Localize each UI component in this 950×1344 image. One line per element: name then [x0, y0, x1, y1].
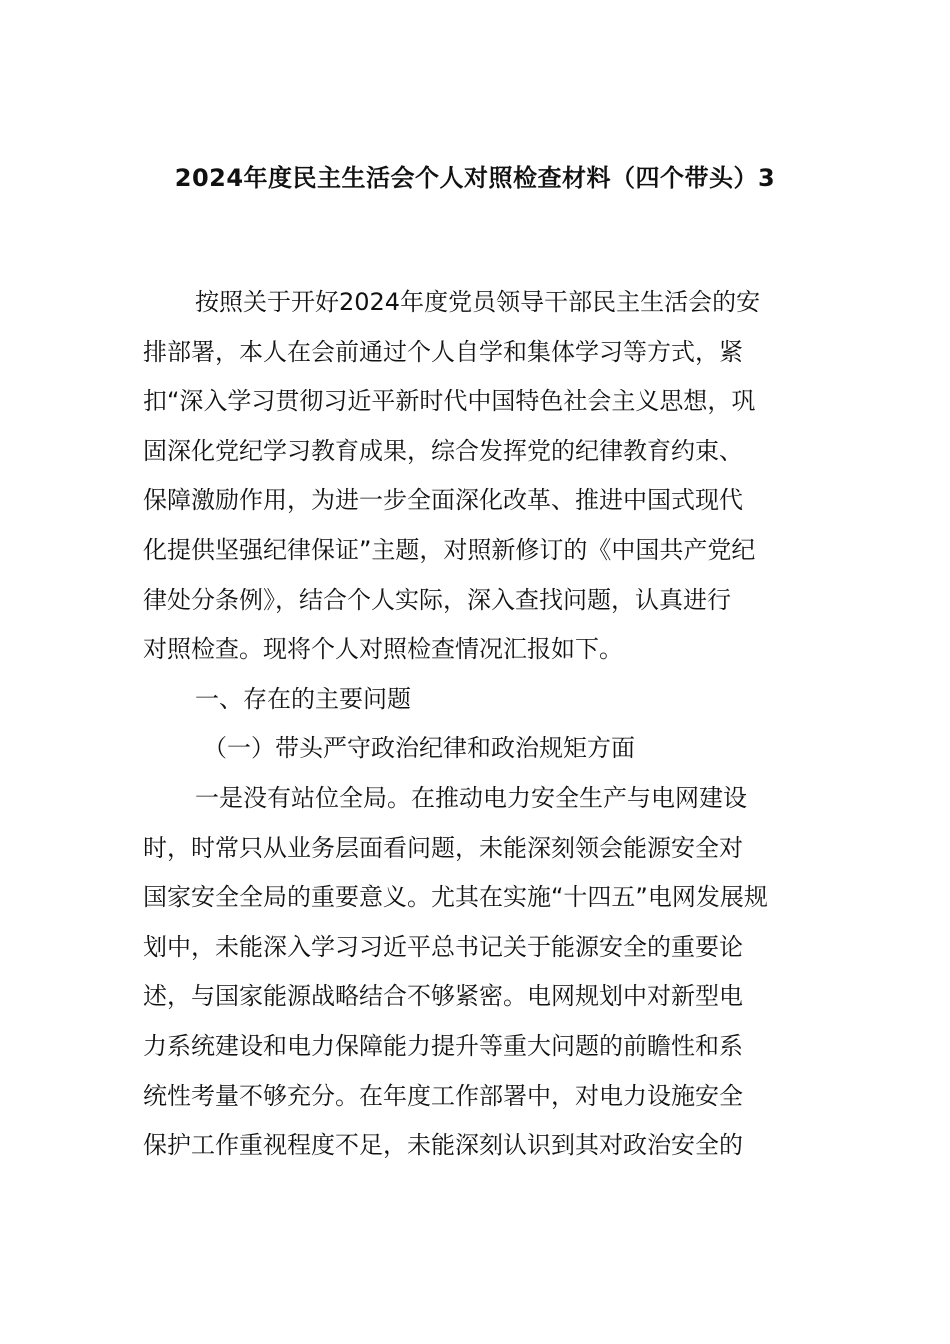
paragraph-line: 划中，未能深入学习习近平总书记关于能源安全的重要论	[143, 932, 743, 961]
subsection-heading: （一）带头严守政治纪律和政治规矩方面	[203, 734, 635, 763]
paragraph-line: 排部署，本人在会前通过个人自学和集体学习等方式，紧	[143, 337, 743, 366]
paragraph-line: 保护工作重视程度不足，未能深刻认识到其对政治安全的	[143, 1131, 743, 1160]
document-title: 2024年度民主生活会个人对照检查材料（四个带头）3	[174, 164, 776, 192]
section-heading: 一、存在的主要问题	[195, 684, 411, 713]
paragraph-line: 对照检查。现将个人对照检查情况汇报如下。	[143, 635, 623, 664]
paragraph-line: 国家安全全局的重要意义。尤其在实施“十四五”电网发展规	[143, 883, 768, 912]
document-body	[143, 278, 808, 1171]
paragraph-line: 扣“深入学习贯彻习近平新时代中国特色社会主义思想，巩	[143, 387, 756, 416]
paragraph-line: 统性考量不够充分。在年度工作部署中，对电力设施安全	[143, 1081, 743, 1110]
paragraph-line: 固深化党纪学习教育成果，综合发挥党的纪律教育约束、	[143, 436, 743, 465]
paragraph-line: 按照关于开好2024年度党员领导干部民主生活会的安	[195, 288, 761, 316]
paragraph-line: 一是没有站位全局。在推动电力安全生产与电网建设	[195, 783, 747, 812]
paragraph-line: 化提供坚强纪律保证”主题，对照新修订的《中国共产党纪	[143, 535, 756, 564]
paragraph-line: 时，时常只从业务层面看问题，未能深刻领会能源安全对	[143, 833, 743, 862]
paragraph-line: 保障激励作用，为进一步全面深化改革、推进中国式现代	[143, 486, 743, 515]
paragraph-line: 述，与国家能源战略结合不够紧密。电网规划中对新型电	[143, 982, 743, 1011]
paragraph-line: 律处分条例》，结合个人实际，深入查找问题，认真进行	[143, 585, 731, 614]
paragraph-line: 力系统建设和电力保障能力提升等重大问题的前瞻性和系	[143, 1031, 743, 1060]
